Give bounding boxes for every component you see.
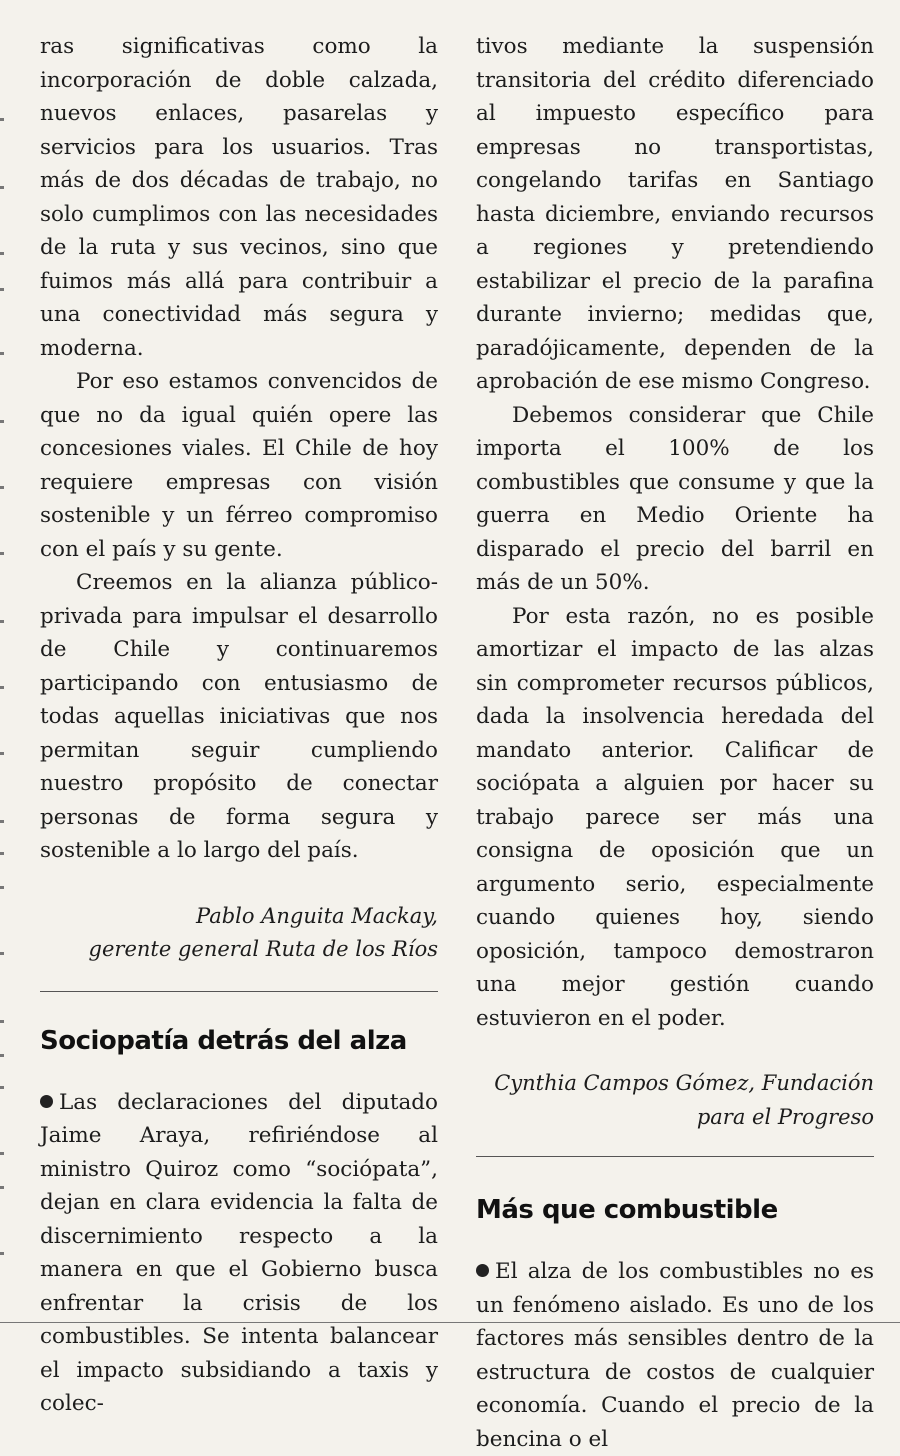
article2-paragraph-2: Debemos considerar que Chile importa el 100% de los combustibles que consume y que la guerra en Medio Oriente ha disparado el precio del barril en más de un 50%.: [476, 402, 874, 595]
article1-paragraph-2: Por eso estamos convencidos de que no da igual quién opere las concesiones viales. El Chile de hoy requiere empresas con visión sostenible y un férreo compromiso con el país y su gente.: [40, 369, 438, 562]
section-divider: [476, 1156, 874, 1157]
article2-headline: Sociopatía detrás del alza: [40, 1025, 407, 1056]
section-divider: [40, 991, 438, 992]
article2-continuation: tivos mediante la suspensión transitoria del crédito diferenciado al impuesto específico para empresas no transportistas, congelando tarifas en Santiago hasta diciembre, enviando recursos a regiones y pretendiendo estabilizar el precio de la parafina durante invierno; medidas que, paradójicamente, dependen de la aprobación de ese mismo Congreso.: [476, 34, 874, 394]
article2-paragraph-text: Las declaraciones del diputado Jaime Araya, refiriéndose al ministro Quiroz como “sociópata”, dejan en clara evidencia la falta de discernimiento respecto a la manera en que el Gobierno busca enfrentar la crisis de los combustibles. Se intenta balancear el impacto subsidiando a taxis y colec-: [40, 1089, 438, 1416]
article1-paragraph-1: ras significativas como la incorporación de doble calzada, nuevos enlaces, pasarelas y servicios para los usuarios. Tras más de dos décadas de trabajo, no solo cumplimos con las necesidades de la ruta y sus vecinos, sino que fuimos más allá para contribuir a una conectividad más segura y moderna.: [40, 34, 438, 361]
article1-signature-title: gerente general Ruta de los Ríos: [88, 937, 438, 961]
adjacent-column-edge: [0, 0, 14, 1332]
article1-signature-name: Pablo Anguita Mackay,: [196, 903, 438, 928]
article2-signature-name: Cynthia Campos Gómez, Fundación: [494, 1071, 874, 1095]
bullet-icon: [476, 1264, 489, 1277]
bullet-icon: [40, 1095, 53, 1108]
page-bottom-rule: [0, 1322, 900, 1323]
article1-paragraph-3: Creemos en la alianza público-privada para impulsar el desarrollo de Chile y continuaremos participando con entusiasmo de todas aquellas iniciativas que nos permitan seguir cumpliendo nuestro propósito de conectar personas de forma segura y sostenible a lo largo del país.: [40, 570, 438, 863]
article2-paragraph-3: Por esta razón, no es posible amortizar el impacto de las alzas sin comprometer recursos públicos, dada la insolvencia heredada del mandato anterior. Calificar de sociópata a alguien por hacer su trabajo parece ser más una consigna de oposición que un argumento serio, especialmente cuando quienes hoy, siendo oposición, tampoco demostraron una mejor gestión cuando estuvieron en el poder.: [476, 603, 874, 1031]
article3-headline: Más que combustible: [476, 1195, 778, 1225]
article2-signature-title: para el Progreso: [696, 1104, 874, 1129]
right-column: [476, 30, 874, 1456]
left-column: [40, 30, 438, 1421]
article2-paragraph: [40, 1086, 438, 1421]
article3-paragraph-text: El alza de los combustibles no es un fenómeno aislado. Es uno de los factores más sensibles dentro de la estructura de costos de cualquier economía. Cuando el precio de la bencina o el: [476, 1259, 874, 1452]
article3-paragraph: [476, 1255, 874, 1456]
